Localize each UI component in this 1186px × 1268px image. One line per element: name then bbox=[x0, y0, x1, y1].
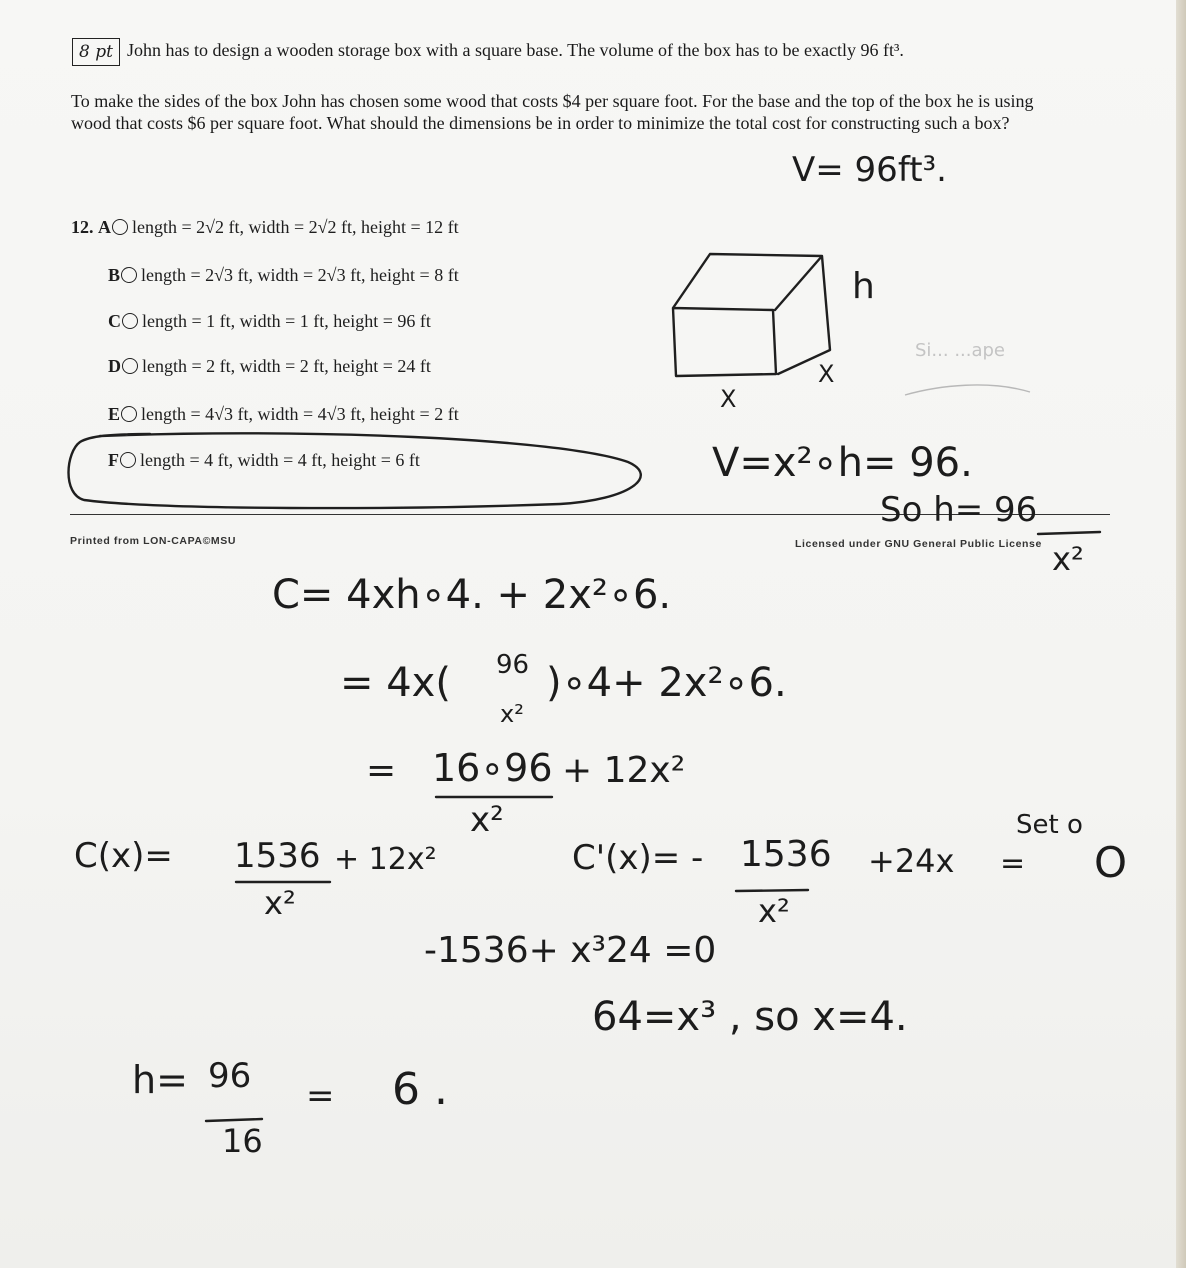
answer-circle-oval bbox=[69, 433, 641, 508]
hw-dcx-rest: +24x bbox=[868, 842, 955, 880]
choice-letter: E bbox=[108, 404, 121, 424]
question-statement: John has to design a wooden storage box with a square base. The volume of the box has to be exactly 96 ft³. bbox=[127, 40, 904, 60]
choice-text: length = 1 ft, width = 1 ft, height = 96 ft bbox=[142, 311, 431, 331]
hw-dcx-lhs: C'(x)= - bbox=[572, 838, 704, 878]
points-box: 8 pt bbox=[72, 38, 120, 66]
hw-cost-line3-rest: + 12x² bbox=[562, 750, 686, 791]
choice-letter: A bbox=[98, 217, 111, 237]
hw-label-x-width: X bbox=[720, 385, 737, 413]
hw-h-lhs: h= bbox=[132, 1058, 188, 1102]
choice-text: length = 2 ft, width = 2 ft, height = 24 ft bbox=[142, 356, 431, 376]
hw-cost-line1: C= 4xh∘4. + 2x²∘6. bbox=[272, 572, 672, 618]
box-sketch bbox=[673, 254, 830, 376]
hw-cx-num: 1536 bbox=[234, 836, 321, 876]
hw-h-den: 16 bbox=[222, 1122, 263, 1160]
hw-set-equals: = bbox=[1000, 846, 1026, 881]
hw-h-equals: = bbox=[306, 1076, 335, 1116]
choice-letter: F bbox=[108, 450, 119, 470]
hw-h-num: 96 bbox=[208, 1056, 252, 1096]
choice-letter: D bbox=[108, 356, 121, 376]
fraction-bar-so-h bbox=[1038, 532, 1100, 534]
hw-volume-equation: V=x²∘h= 96. bbox=[712, 440, 973, 486]
choice-letter: C bbox=[108, 311, 121, 331]
hw-faint-note: Si... ...ape bbox=[915, 340, 1006, 361]
hw-label-x-depth: X bbox=[818, 360, 835, 388]
choice-letter: B bbox=[108, 265, 121, 285]
hw-cost-line2-num: 96 bbox=[496, 650, 530, 680]
hw-label-h: h bbox=[852, 266, 875, 307]
hw-so-h-denominator: x² bbox=[1052, 540, 1084, 578]
question-number: 12. bbox=[71, 217, 94, 237]
fraction-bar-h bbox=[206, 1119, 262, 1121]
hw-so-h: So h= 96 bbox=[880, 490, 1038, 530]
hw-cost-line2-den: x² bbox=[500, 700, 524, 728]
hw-cost-line2-a: = 4x( bbox=[340, 660, 451, 706]
hw-eq2: 64=x³ , so x=4. bbox=[592, 994, 908, 1040]
hw-cx-den: x² bbox=[264, 884, 296, 922]
hw-set-to: Set o bbox=[1016, 810, 1083, 840]
hw-eq1: -1536+ x³24 =0 bbox=[424, 930, 717, 971]
hw-cost-line3-num: 16∘96 bbox=[432, 746, 553, 790]
footer-printed-from: Printed from LON-CAPA©MSU bbox=[70, 535, 237, 547]
hw-volume: V= 96ft³. bbox=[792, 150, 947, 190]
faint-pencil-mark bbox=[905, 385, 1030, 395]
hw-equals-3: = bbox=[366, 750, 397, 791]
choice-text: length = 4 ft, width = 4 ft, height = 6 ft bbox=[140, 450, 420, 470]
choice-text: length = 2√2 ft, width = 2√2 ft, height = 12 ft bbox=[132, 217, 459, 237]
choice-text: length = 4√3 ft, width = 4√3 ft, height = 2 ft bbox=[141, 404, 459, 424]
choice-text: length = 2√3 ft, width = 2√3 ft, height = 8 ft bbox=[141, 265, 459, 285]
hw-cx-lhs: C(x)= bbox=[74, 836, 173, 876]
hw-cost-line3-den: x² bbox=[470, 800, 504, 840]
hw-dcx-den: x² bbox=[758, 892, 790, 930]
fraction-bar-dcx bbox=[736, 890, 808, 891]
hw-h-result: 6 . bbox=[392, 1064, 448, 1115]
hw-cx-plus: + 12x² bbox=[334, 842, 437, 877]
hw-set-zero: O bbox=[1094, 838, 1128, 887]
question-paragraph: To make the sides of the box John has chosen some wood that costs $4 per square foot. For the base and the top of the box he is using wood that costs $6 per square foot. What should the dimensions be in order to minimize the total cost for constructing such a box? bbox=[71, 91, 1034, 133]
footer-license: Licensed under GNU General Public License bbox=[795, 538, 1042, 550]
hw-dcx-num: 1536 bbox=[740, 834, 832, 875]
hw-cost-line2-b: )∘4+ 2x²∘6. bbox=[546, 660, 787, 706]
